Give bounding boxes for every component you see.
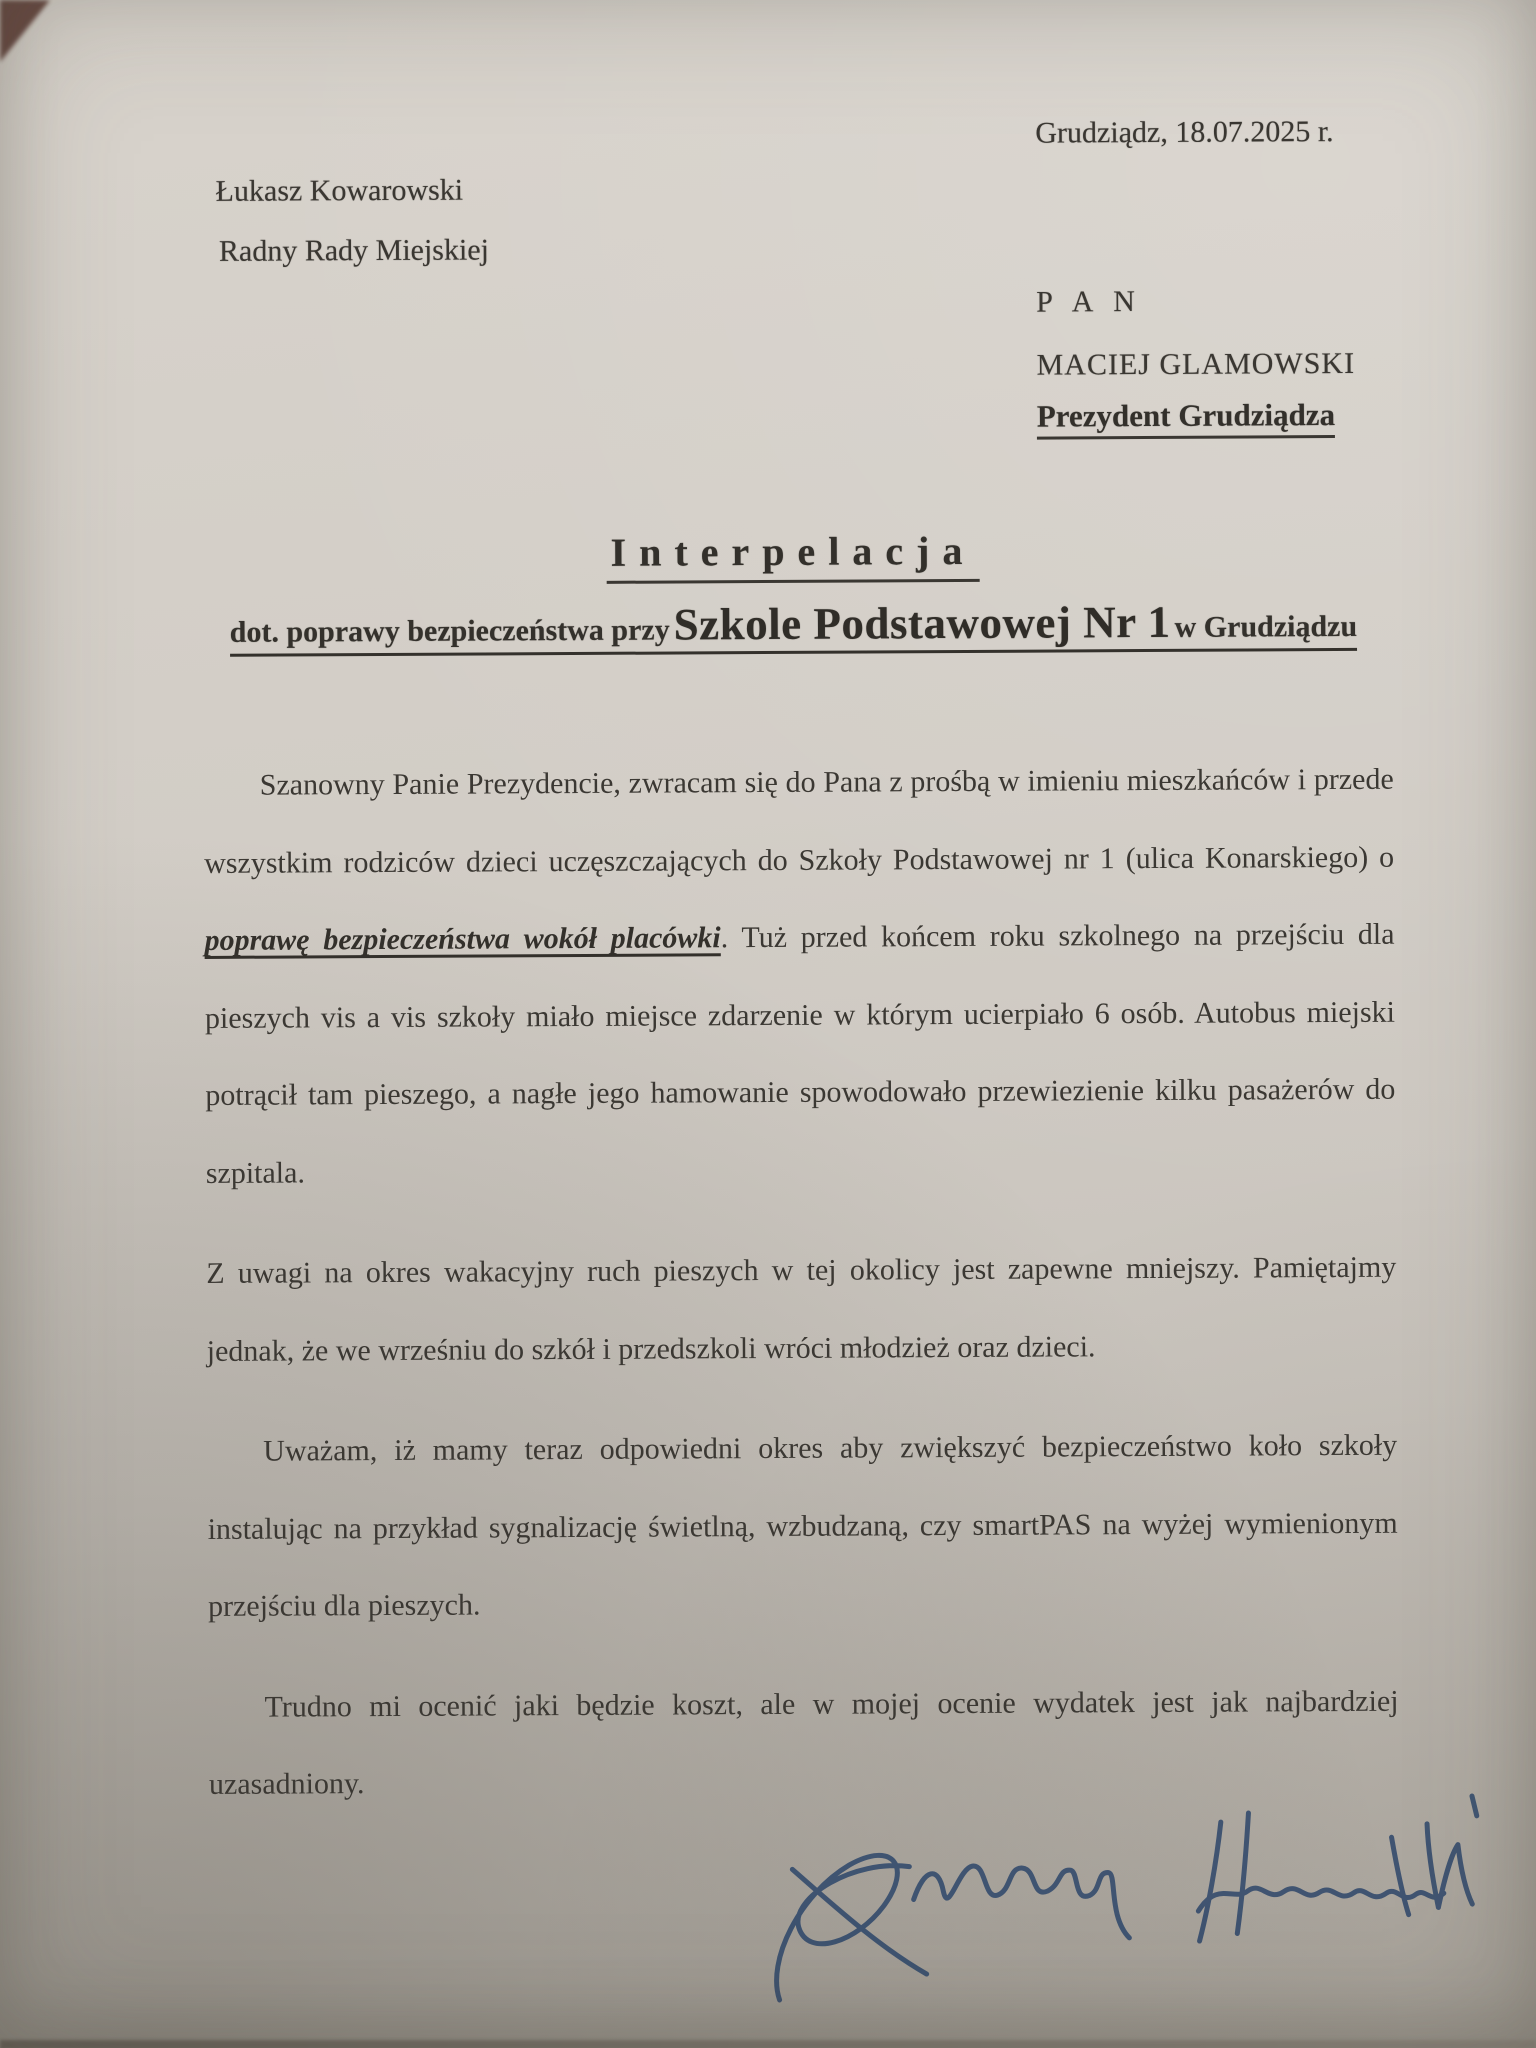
paragraph-1	[204, 741, 1396, 1212]
sender-title: Radny Rady Miejskiej	[218, 233, 490, 268]
subject-line	[230, 595, 1358, 657]
signature-ink-strokes	[770, 1796, 1483, 2000]
paragraph-3: Uważam, iż mamy teraz odpowiedni okres aby zwiększyć bezpieczeństwo koło szkoły instalując na przykład sygnalizację świetlną, wzbudzaną, czy smartPAS na wyżej wymienionym przejściu dla pieszych.	[207, 1428, 1398, 1623]
subject-emphasis: Szkole Podstawowej Nr 1	[673, 596, 1171, 650]
subject-suffix: w Grudziądzu	[1174, 609, 1358, 644]
recipient-title: Prezydent Grudziądza	[1037, 397, 1335, 440]
sender-name: Łukasz Kowarowski	[215, 173, 464, 208]
letter-heading: Interpelacja	[606, 527, 979, 584]
paragraph-4: Trudno mi ocenić jaki będzie koszt, ale w mojej ocenie wydatek jest jak najbardziej uzasadniony.	[208, 1684, 1399, 1801]
photo-bottom-edge	[0, 2040, 1536, 2048]
recipient-name: MACIEJ GLAMOWSKI	[1036, 346, 1356, 382]
handwritten-signature	[746, 1794, 1497, 2048]
letter-heading-row	[0, 524, 1534, 587]
subject-prefix: dot. poprawy bezpieczeństwa przy	[229, 613, 670, 649]
paragraph-1-text: Szanowny Panie Prezydencie, zwracam się do Pana z prośbą w imieniu mieszkańców i przede wszystkim rodziców dzieci uczęszczających do Szkoły Podstawowej nr 1 (ulica Konarskiego) o	[204, 762, 1395, 880]
date-line: Grudziądz, 18.07.2025 r.	[1035, 115, 1334, 150]
paragraph-2: Z uwagi na okres wakacyjny ruch pieszych w tej okolicy jest zapewne mniejszy. Pamiętajmy jednak, że we wrześniu do szkół i przedszkoli wróci młodzież oraz dzieci.	[206, 1250, 1397, 1368]
paragraph-1-text-after: . Tuż przed końcem roku szkolnego na przejściu dla pieszych vis a vis szkoły miało miejsce zdarzenie w którym ucierpiało 6 osób. Autobus miejski potrącił tam pieszego, a nagłe jego hamowanie spowodowało przewiezienie kilku pasażerów do szpitala.	[204, 917, 1396, 1190]
subject-row	[0, 594, 1534, 658]
recipient-salutation: P A N	[1036, 285, 1142, 319]
letter-body	[204, 741, 1400, 1847]
paragraph-1-emphasis: poprawę bezpieczeństwa wokół placówki	[204, 921, 721, 957]
